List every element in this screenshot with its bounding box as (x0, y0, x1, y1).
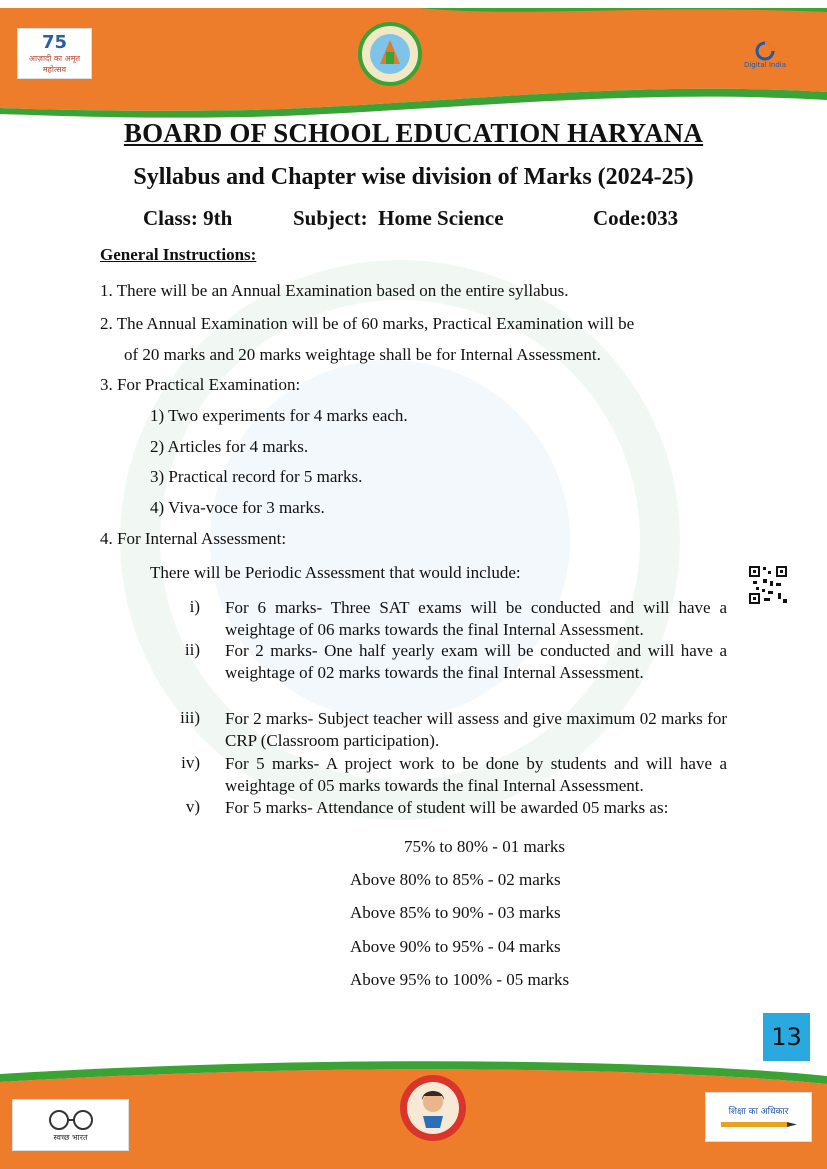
page-subtitle: Syllabus and Chapter wise division of Marks (2024-25) (133, 164, 694, 190)
item-number: ii) (184, 640, 200, 659)
practical-item-3: 3) Practical record for 5 marks. (150, 467, 363, 486)
attendance-row: Above 85% to 90% - 03 marks (350, 903, 561, 922)
swachh-bharat-logo (12, 1099, 129, 1151)
pencil-icon (719, 1117, 799, 1131)
practical-item-4: 4) Viva-voce for 3 marks. (150, 498, 325, 517)
beti-bachao-emblem-icon (398, 1072, 468, 1144)
code-label: Code:033 (593, 206, 679, 230)
footer-right-logo-label: शिक्षा का अधिकार (728, 1106, 789, 1117)
attendance-row: Above 90% to 95% - 04 marks (350, 937, 561, 956)
item-number: iv) (181, 753, 200, 772)
assessment-item: For 5 marks- A project work to be done by students and will have a weightage of 05 marks towards the final Internal Assessment. (225, 754, 727, 795)
instruction-3: 3. For Practical Examination: (100, 375, 301, 394)
practical-item-1: 1) Two experiments for 4 marks each. (150, 406, 408, 425)
qr-code-icon (748, 565, 788, 605)
assessment-item: For 5 marks- Attendance of student will be awarded 05 marks as: (225, 798, 669, 817)
footer-left-logo-label: स्वच्छ भारत (53, 1132, 88, 1142)
instruction-1: 1. There will be an Annual Examination based on the entire syllabus. (100, 281, 569, 300)
instruction-2-cont: of 20 marks and 20 marks weightage shall be for Internal Assessment. (124, 345, 601, 364)
assessment-item: For 2 marks- Subject teacher will assess and give maximum 02 marks for CRP (Classroom participation). (225, 709, 727, 750)
glasses-icon (41, 1108, 101, 1132)
instruction-2: 2. The Annual Examination will be of 60 marks, Practical Examination will be (100, 314, 635, 333)
right-to-education-logo (705, 1092, 812, 1142)
board-emblem-icon (358, 22, 422, 86)
subject-label: Subject: Home Science (293, 206, 504, 230)
left-logo-label: आज़ादी का अमृत महोत्सव (28, 54, 81, 74)
practical-item-2: 2) Articles for 4 marks. (150, 437, 309, 456)
item-number: i) (189, 597, 200, 616)
periodic-assessment-intro: There will be Periodic Assessment that would include: (150, 563, 521, 582)
general-instructions-heading: General Instructions: (100, 245, 257, 264)
class-label: Class: 9th (143, 206, 233, 230)
attendance-row: Above 80% to 85% - 02 marks (350, 870, 561, 889)
instruction-4: 4. For Internal Assessment: (100, 529, 287, 548)
digital-india-icon (755, 41, 775, 61)
attendance-row: 75% to 80% - 01 marks (404, 837, 566, 856)
assessment-item: For 2 marks- One half yearly exam will be conducted and will have a weightage of 02 marks towards the final Internal Assessment. (225, 641, 727, 682)
item-number: iii) (180, 708, 200, 727)
digital-india-logo (735, 40, 795, 70)
right-logo-label: Digital India (743, 61, 787, 69)
attendance-row: Above 95% to 100% - 05 marks (350, 970, 570, 989)
assessment-item: For 6 marks- Three SAT exams will be conducted and will have a weightage of 06 marks towards the final Internal Assessment. (225, 598, 727, 639)
page-title: BOARD OF SCHOOL EDUCATION HARYANA (123, 118, 704, 148)
azadi-ka-amrit-mahotsav-logo (17, 28, 92, 79)
page-number: 13 (763, 1013, 810, 1061)
item-number: v) (185, 797, 200, 816)
logo-75-mark: 75 (41, 32, 68, 53)
